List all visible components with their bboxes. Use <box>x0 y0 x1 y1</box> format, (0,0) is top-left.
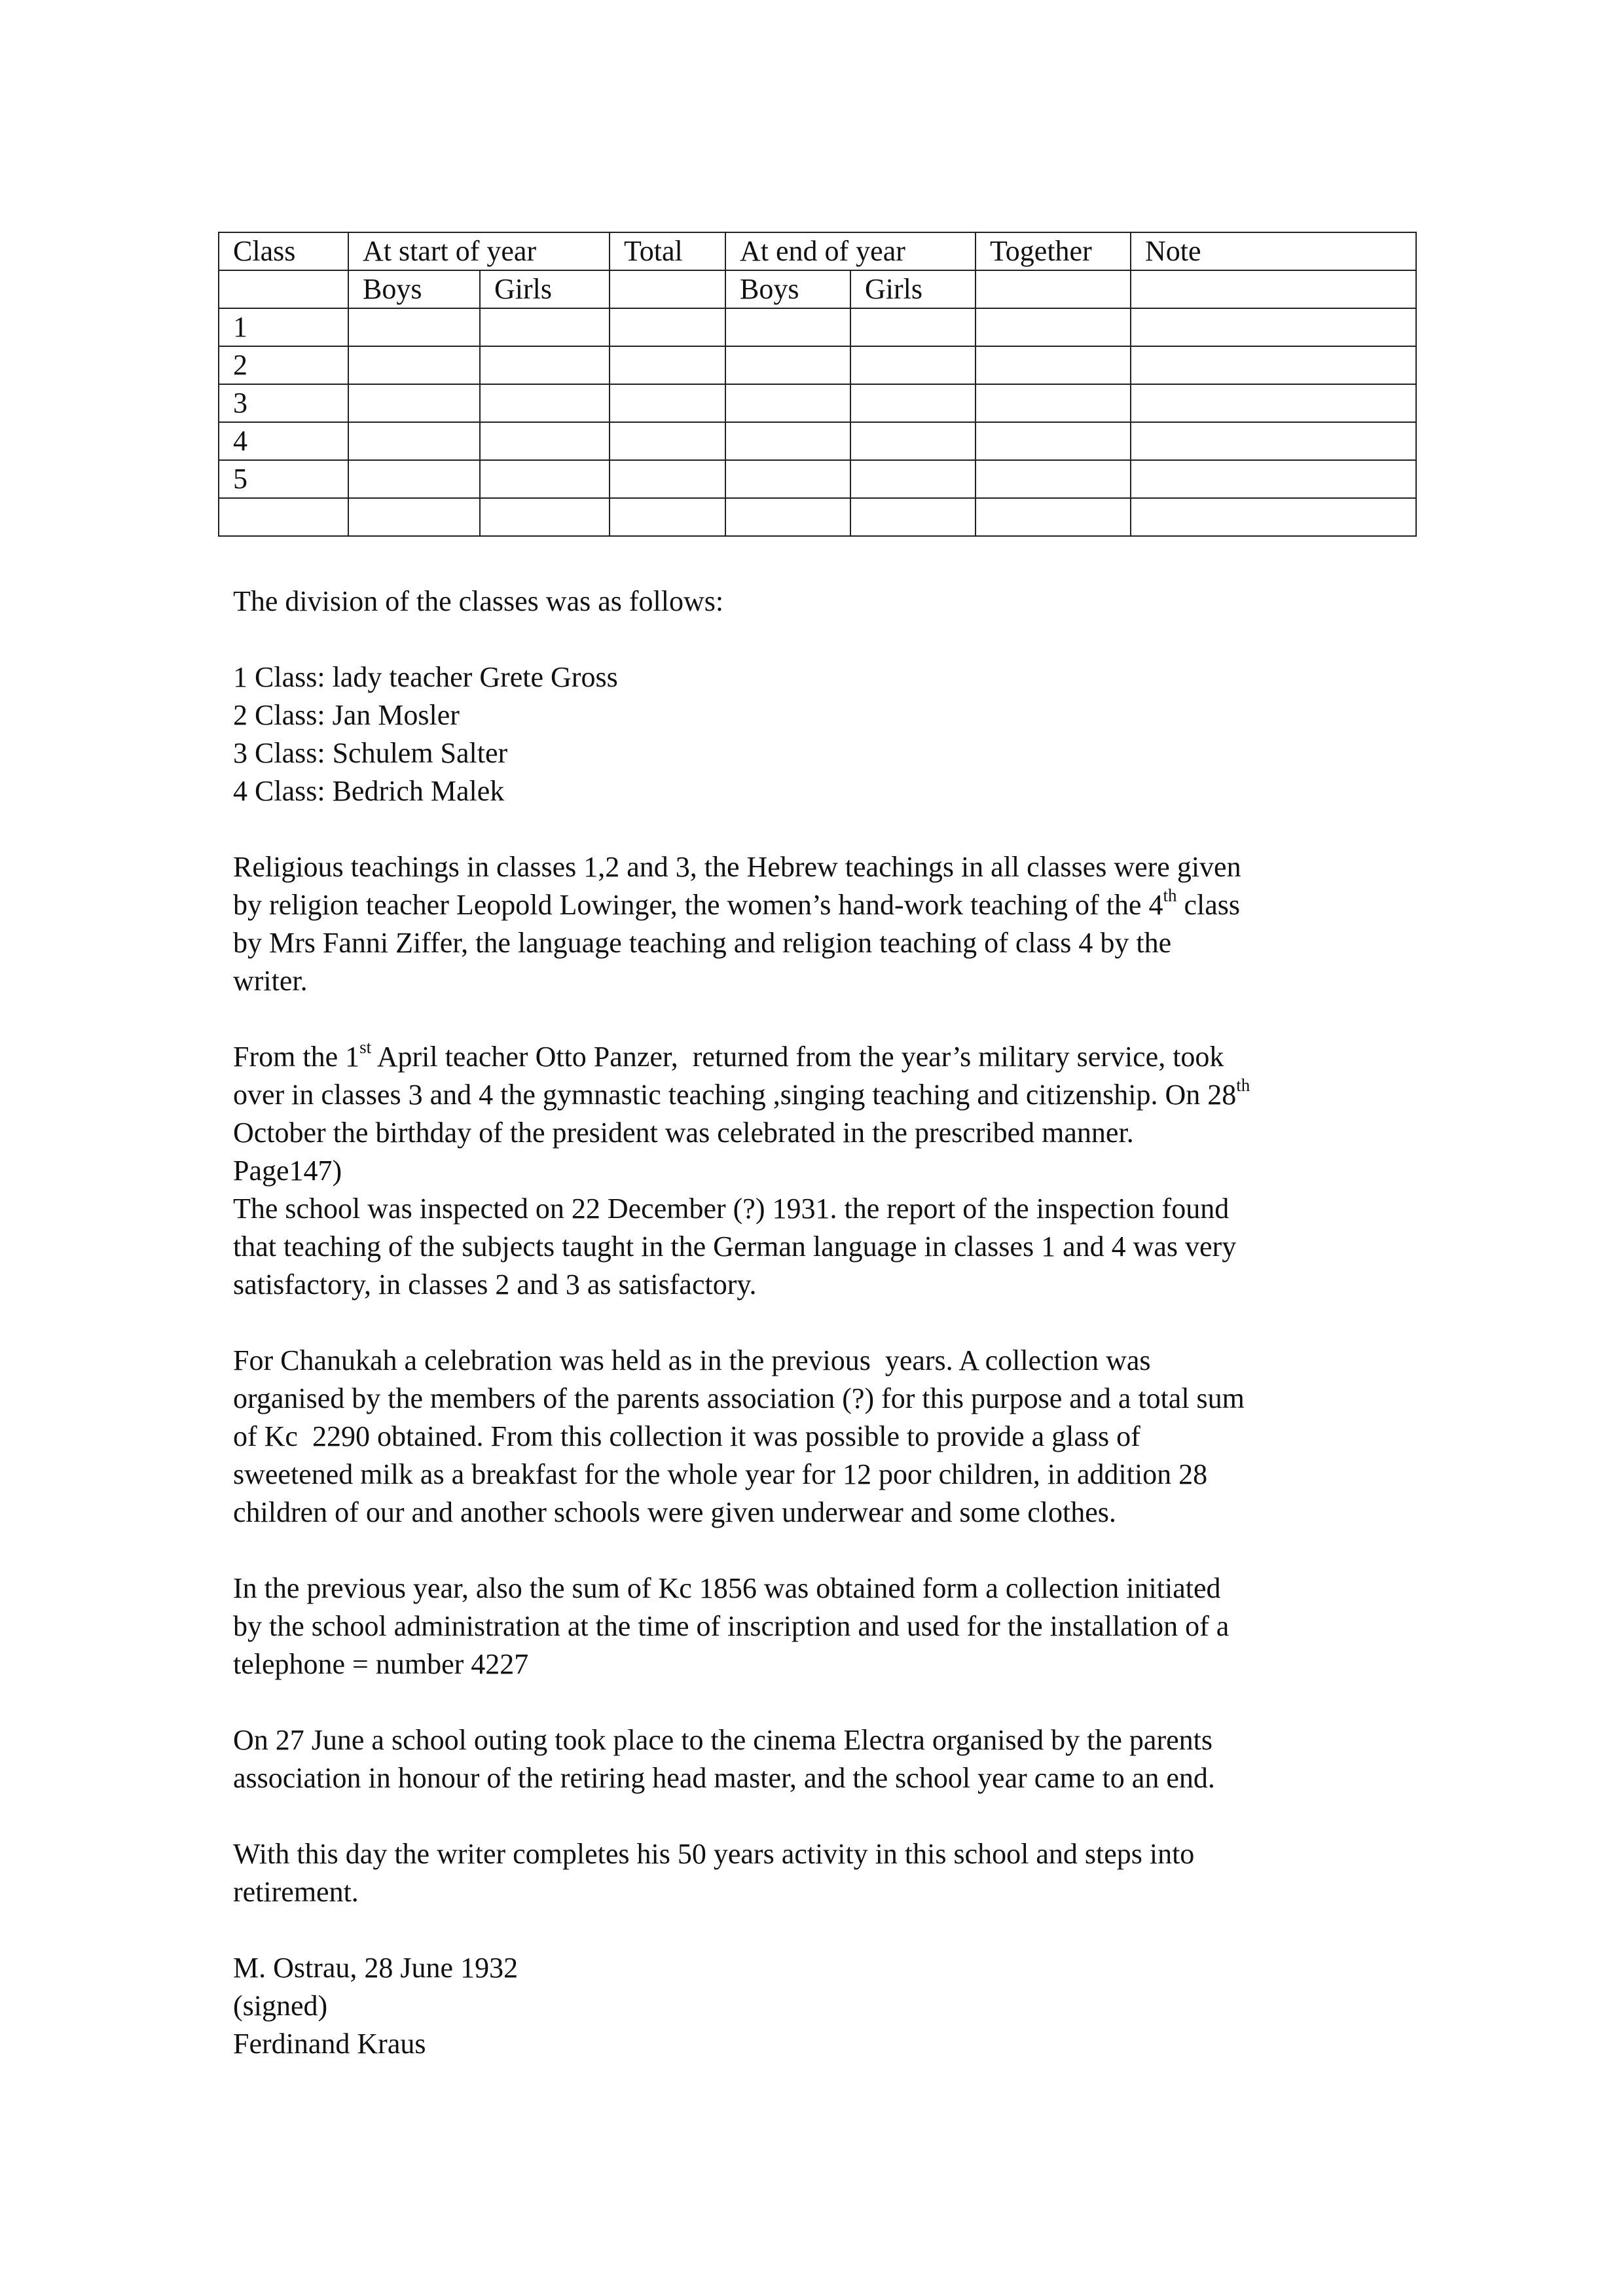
table-cell <box>850 346 976 384</box>
table-row <box>219 308 1416 346</box>
table-cell <box>725 384 850 422</box>
text-line: that teaching of the subjects taught in the German language in classes 1 and 4 was very <box>233 1230 1237 1263</box>
class-assignment-line: 4 Class: Bedrich Malek <box>233 775 505 807</box>
table-subheader-row <box>219 270 1416 308</box>
header-cell: At start of year <box>348 232 610 270</box>
table-cell <box>1131 498 1416 536</box>
table-cell <box>348 384 480 422</box>
table-cell <box>976 308 1131 346</box>
place-date: M. Ostrau, 28 June 1932 <box>233 1952 519 1984</box>
text-line: The division of the classes was as follows: <box>233 585 724 617</box>
text-line: organised by the members of the parents association (?) for this purpose and a total sum <box>233 1382 1245 1414</box>
table-cell <box>850 384 976 422</box>
table-cell: 2 <box>219 346 348 384</box>
header-cell: Total <box>610 232 725 270</box>
table-cell <box>976 422 1131 460</box>
subheader-cell <box>610 270 725 308</box>
text-fragment: over in classes 3 and 4 the gymnastic teaching ,singing teaching and citizenship. On 28 <box>233 1079 1237 1111</box>
text-line: writer. <box>233 965 308 997</box>
april-inspection-paragraph <box>233 1038 1412 1304</box>
table-cell <box>348 498 480 536</box>
ordinal-suffix: th <box>1236 1075 1250 1095</box>
table-cell <box>725 422 850 460</box>
table-row <box>219 460 1416 498</box>
text-line: children of our and another schools were given underwear and some clothes. <box>233 1496 1116 1528</box>
subheader-cell <box>219 270 348 308</box>
table-cell <box>480 498 610 536</box>
page-reference: Page147) <box>233 1155 342 1187</box>
table-cell <box>480 422 610 460</box>
ordinal-suffix: st <box>359 1037 372 1057</box>
text-line: retirement. <box>233 1876 359 1908</box>
text-line: telephone = number 4227 <box>233 1648 529 1680</box>
table-cell <box>1131 346 1416 384</box>
header-cell: Together <box>976 232 1131 270</box>
text-line: of Kc 2290 obtained. From this collection it was possible to provide a glass of <box>233 1420 1140 1452</box>
table-cell <box>219 498 348 536</box>
header-cell: Class <box>219 232 348 270</box>
table-cell <box>610 346 725 384</box>
subheader-cell: Boys <box>725 270 850 308</box>
signatory-name: Ferdinand Kraus <box>233 2028 426 2060</box>
table-cell <box>850 422 976 460</box>
text-line: by Mrs Fanni Ziffer, the language teaching and religion teaching of class 4 by the <box>233 927 1172 959</box>
subheader-cell: Girls <box>480 270 610 308</box>
table-row <box>219 346 1416 384</box>
signed-note: (signed) <box>233 1990 328 2022</box>
table-cell <box>976 346 1131 384</box>
table-cell <box>725 460 850 498</box>
text-line <box>233 886 1412 924</box>
text-fragment: April teacher Otto Panzer, returned from the year’s military service, took <box>371 1041 1224 1073</box>
table-cell <box>850 498 976 536</box>
header-cell: Note <box>1131 232 1416 270</box>
table-cell <box>610 460 725 498</box>
table-cell: 3 <box>219 384 348 422</box>
table-cell <box>348 308 480 346</box>
class-assignment-line: 3 Class: Schulem Salter <box>233 737 508 769</box>
text-line <box>233 1038 1412 1076</box>
text-fragment: class <box>1176 889 1241 921</box>
table-cell <box>725 346 850 384</box>
table-cell <box>610 384 725 422</box>
ordinal-suffix: th <box>1163 886 1177 905</box>
header-cell: At end of year <box>725 232 976 270</box>
table-cell <box>976 384 1131 422</box>
outing-paragraph <box>233 1721 1412 1797</box>
table-cell <box>850 308 976 346</box>
table-cell <box>480 384 610 422</box>
previous-year-paragraph <box>233 1570 1412 1683</box>
table-cell <box>610 498 725 536</box>
text-fragment: by religion teacher Leopold Lowinger, the women’s hand-work teaching of the 4 <box>233 889 1163 921</box>
text-fragment: From the 1 <box>233 1041 360 1073</box>
table-cell: 1 <box>219 308 348 346</box>
retirement-paragraph <box>233 1835 1412 1911</box>
text-line: association in honour of the retiring head master, and the school year came to an end. <box>233 1762 1215 1794</box>
subheader-cell <box>976 270 1131 308</box>
table-cell: 5 <box>219 460 348 498</box>
subheader-cell <box>1131 270 1416 308</box>
table-cell <box>976 498 1131 536</box>
text-line: Religious teachings in classes 1,2 and 3, the Hebrew teachings in all classes were given <box>233 851 1241 883</box>
table-header-row <box>219 232 1416 270</box>
table-cell <box>480 308 610 346</box>
table-cell <box>1131 422 1416 460</box>
text-line: In the previous year, also the sum of Kc 1856 was obtained form a collection initiated <box>233 1572 1221 1604</box>
subheader-cell: Girls <box>850 270 976 308</box>
text-line: On 27 June a school outing took place to the cinema Electra organised by the parents <box>233 1724 1213 1756</box>
class-assignment-line: 1 Class: lady teacher Grete Gross <box>233 661 618 693</box>
table-cell <box>850 460 976 498</box>
document-body <box>233 583 1412 2101</box>
table-cell <box>348 460 480 498</box>
table-cell <box>348 346 480 384</box>
table-cell: 4 <box>219 422 348 460</box>
chanukah-paragraph <box>233 1342 1412 1532</box>
class-statistics-table <box>218 232 1417 537</box>
text-line <box>233 1076 1412 1114</box>
table-row <box>219 422 1416 460</box>
text-line: by the school administration at the time of inscription and used for the installation of a <box>233 1610 1230 1642</box>
text-line: With this day the writer completes his 50 years activity in this school and steps into <box>233 1838 1195 1870</box>
signoff-block <box>233 1949 1412 2063</box>
table-cell <box>1131 384 1416 422</box>
table-row <box>219 498 1416 536</box>
table-cell <box>1131 460 1416 498</box>
text-line: For Chanukah a celebration was held as in the previous years. A collection was <box>233 1344 1151 1376</box>
text-line: October the birthday of the president was celebrated in the prescribed manner. <box>233 1117 1134 1149</box>
text-line: satisfactory, in classes 2 and 3 as satisfactory. <box>233 1268 757 1300</box>
table-cell <box>1131 308 1416 346</box>
table-cell <box>348 422 480 460</box>
table-cell <box>976 460 1131 498</box>
text-line: The school was inspected on 22 December (?) 1931. the report of the inspection found <box>233 1193 1230 1225</box>
table-cell <box>610 308 725 346</box>
table-cell <box>480 346 610 384</box>
table-row <box>219 384 1416 422</box>
division-intro <box>233 583 1412 620</box>
table-cell <box>480 460 610 498</box>
class-assignment-line: 2 Class: Jan Mosler <box>233 699 460 731</box>
class-division-list <box>233 658 1412 810</box>
text-line: sweetened milk as a breakfast for the whole year for 12 poor children, in addition 28 <box>233 1458 1208 1490</box>
religious-teaching-paragraph <box>233 848 1412 1000</box>
table-cell <box>725 498 850 536</box>
table-cell <box>610 422 725 460</box>
table-cell <box>725 308 850 346</box>
subheader-cell: Boys <box>348 270 480 308</box>
